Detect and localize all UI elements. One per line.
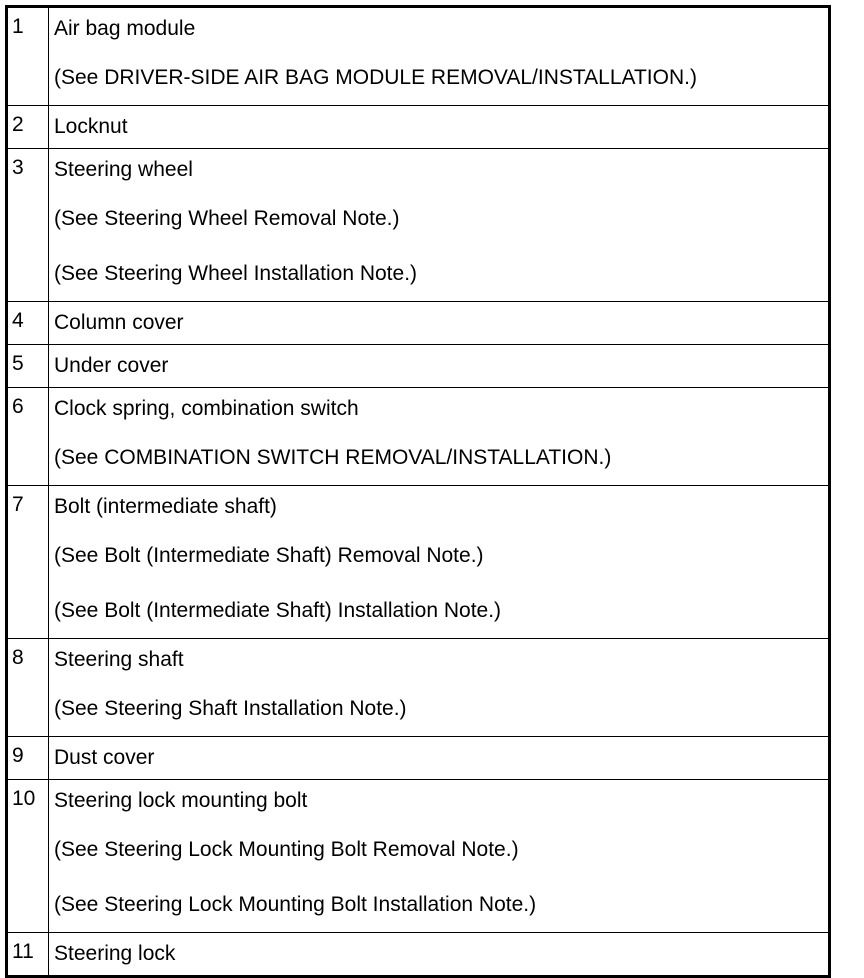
row-description-cell [49, 302, 830, 345]
row-description-cell [49, 780, 830, 933]
part-reference-note: (See Steering Lock Mounting Bolt Removal Note.) [54, 838, 519, 861]
row-number-cell [7, 106, 49, 149]
row-description-cell [49, 933, 830, 977]
row-description-cell [49, 737, 830, 780]
part-name: Steering lock [54, 942, 176, 965]
row-number-cell [7, 302, 49, 345]
part-reference-note: (See Steering Lock Mounting Bolt Installation Note.) [54, 893, 537, 916]
parts-table [5, 5, 831, 978]
row-number: 2 [12, 113, 24, 136]
row-number-cell [7, 345, 49, 388]
row-description-cell [49, 149, 830, 302]
row-number-cell [7, 737, 49, 780]
table-row [7, 149, 830, 302]
row-number: 10 [12, 787, 36, 810]
part-name: Under cover [54, 354, 169, 377]
row-number: 3 [12, 156, 24, 179]
table-row [7, 7, 830, 106]
table-row [7, 639, 830, 737]
part-name: Bolt (intermediate shaft) [54, 495, 277, 518]
part-name: Dust cover [54, 746, 155, 769]
part-reference-note: (See Steering Wheel Installation Note.) [54, 262, 418, 285]
row-number-cell [7, 7, 49, 106]
row-number-cell [7, 639, 49, 737]
part-name: Column cover [54, 311, 184, 334]
row-number-cell [7, 780, 49, 933]
part-reference-note: (See Steering Wheel Removal Note.) [54, 207, 400, 230]
row-description-cell [49, 639, 830, 737]
row-number: 8 [12, 646, 24, 669]
part-reference-note: (See Steering Shaft Installation Note.) [54, 697, 407, 720]
row-number: 4 [12, 309, 24, 332]
table-row [7, 106, 830, 149]
row-number: 11 [12, 940, 34, 963]
row-number: 7 [12, 493, 24, 516]
row-description-cell [49, 106, 830, 149]
row-description-cell [49, 345, 830, 388]
table-row [7, 737, 830, 780]
row-number-cell [7, 149, 49, 302]
row-number: 9 [12, 744, 24, 767]
row-description-cell [49, 7, 830, 106]
part-name: Steering lock mounting bolt [54, 789, 308, 812]
table-row [7, 486, 830, 639]
parts-table-body [7, 7, 830, 977]
part-name: Clock spring, combination switch [54, 397, 359, 420]
part-name: Steering shaft [54, 648, 184, 671]
part-name: Locknut [54, 115, 128, 138]
row-description-cell [49, 486, 830, 639]
part-name: Steering wheel [54, 158, 193, 181]
row-number-cell [7, 388, 49, 486]
part-reference-note: (See Bolt (Intermediate Shaft) Installation Note.) [54, 599, 502, 622]
table-row [7, 388, 830, 486]
part-name: Air bag module [54, 17, 196, 40]
row-number-cell [7, 486, 49, 639]
part-reference-note: (See Bolt (Intermediate Shaft) Removal Note.) [54, 544, 484, 567]
row-number: 1 [12, 15, 24, 38]
table-row [7, 933, 830, 977]
row-number: 5 [12, 352, 24, 375]
part-reference-note: (See COMBINATION SWITCH REMOVAL/INSTALLATION.) [54, 446, 612, 469]
part-reference-note: (See DRIVER-SIDE AIR BAG MODULE REMOVAL/INSTALLATION.) [54, 66, 697, 89]
table-row [7, 780, 830, 933]
row-description-cell [49, 388, 830, 486]
row-number-cell [7, 933, 49, 977]
table-row [7, 345, 830, 388]
table-row [7, 302, 830, 345]
row-number: 6 [12, 395, 24, 418]
